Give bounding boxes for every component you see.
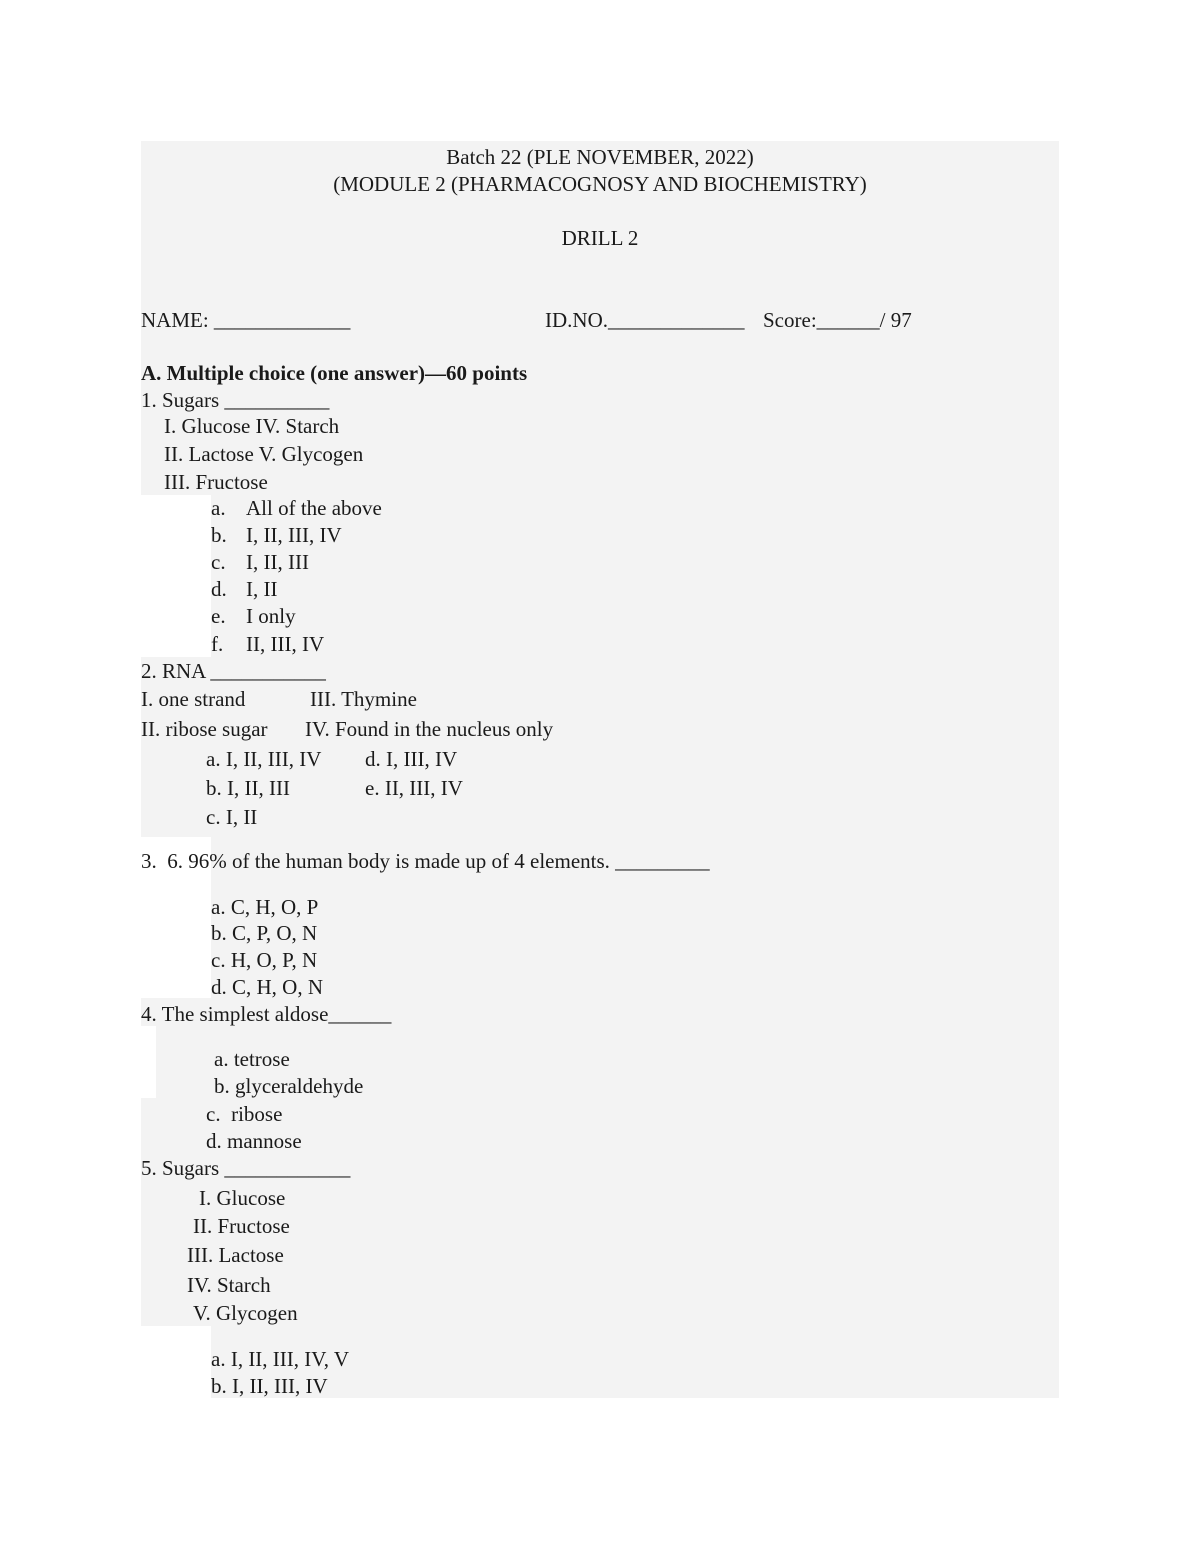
choice-text[interactable]: b. I, II, III: [206, 776, 290, 800]
choice-text[interactable]: I, II, III: [246, 550, 309, 574]
choice-text[interactable]: All of the above: [246, 496, 382, 520]
choice-text[interactable]: d. I, III, IV: [365, 747, 458, 771]
choice-text[interactable]: I only: [246, 604, 296, 628]
question-5-item: V. Glycogen: [193, 1301, 298, 1325]
question-5-stem: 5. Sugars ____________: [141, 1156, 351, 1180]
name-field[interactable]: NAME: _____________: [141, 308, 351, 332]
choice-letter: b.: [211, 523, 227, 547]
question-1-item: I. Glucose IV. Starch: [164, 414, 340, 438]
question-5-item: III. Lactose: [187, 1243, 284, 1267]
choice-letter: e.: [211, 604, 226, 628]
choice-text[interactable]: d. C, H, O, N: [211, 975, 324, 999]
choice-text[interactable]: b. C, P, O, N: [211, 921, 318, 945]
choice-text[interactable]: a. I, II, III, IV, V: [211, 1347, 350, 1371]
choice-text[interactable]: I, II, III, IV: [246, 523, 342, 547]
question-4-stem: 4. The simplest aldose______: [141, 1002, 392, 1026]
choice-text[interactable]: e. II, III, IV: [365, 776, 463, 800]
question-1-item: II. Lactose V. Glycogen: [164, 442, 364, 466]
choice-text[interactable]: b. I, II, III, IV: [211, 1374, 328, 1398]
choice-text[interactable]: c. H, O, P, N: [211, 948, 318, 972]
question-5-item: II. Fructose: [193, 1214, 290, 1238]
choice-text[interactable]: I, II: [246, 577, 278, 601]
header-module: (MODULE 2 (PHARMACOGNOSY AND BIOCHEMISTRY): [333, 172, 867, 196]
choice-text[interactable]: a. tetrose: [214, 1047, 290, 1071]
id-number-field[interactable]: ID.NO._____________: [545, 308, 745, 332]
choice-text[interactable]: d. mannose: [206, 1129, 302, 1153]
section-a-heading: A. Multiple choice (one answer)––60 points: [141, 361, 528, 385]
choice-text[interactable]: II, III, IV: [246, 632, 325, 656]
question-2-item: IV. Found in the nucleus only: [305, 717, 554, 741]
choice-letter: f.: [211, 632, 224, 656]
choice-text[interactable]: a. I, II, III, IV: [206, 747, 322, 771]
question-1-stem: 1. Sugars __________: [141, 388, 330, 412]
choice-text[interactable]: b. glyceraldehyde: [214, 1074, 364, 1098]
header-title: Batch 22 (PLE NOVEMBER, 2022): [446, 145, 754, 169]
choice-letter: c.: [211, 550, 226, 574]
drill-title: DRILL 2: [561, 226, 639, 250]
question-1-item: III. Fructose: [164, 470, 268, 494]
question-2-stem: 2. RNA ___________: [141, 659, 326, 683]
choice-letter: a.: [211, 496, 226, 520]
choice-text[interactable]: a. C, H, O, P: [211, 895, 319, 919]
question-2-item: II. ribose sugar: [141, 717, 268, 741]
choice-letter: d.: [211, 577, 227, 601]
choice-text[interactable]: c. ribose: [206, 1102, 283, 1126]
choice-text[interactable]: c. I, II: [206, 805, 258, 829]
question-2-item: III. Thymine: [310, 687, 417, 711]
question-2-item: I. one strand: [141, 687, 246, 711]
question-5-item: I. Glucose: [199, 1186, 286, 1210]
score-field[interactable]: Score:______/ 97: [763, 308, 912, 332]
question-5-item: IV. Starch: [187, 1273, 271, 1297]
question-3-stem: 3. 6. 96% of the human body is made up of 4 elements. _________: [141, 849, 710, 873]
